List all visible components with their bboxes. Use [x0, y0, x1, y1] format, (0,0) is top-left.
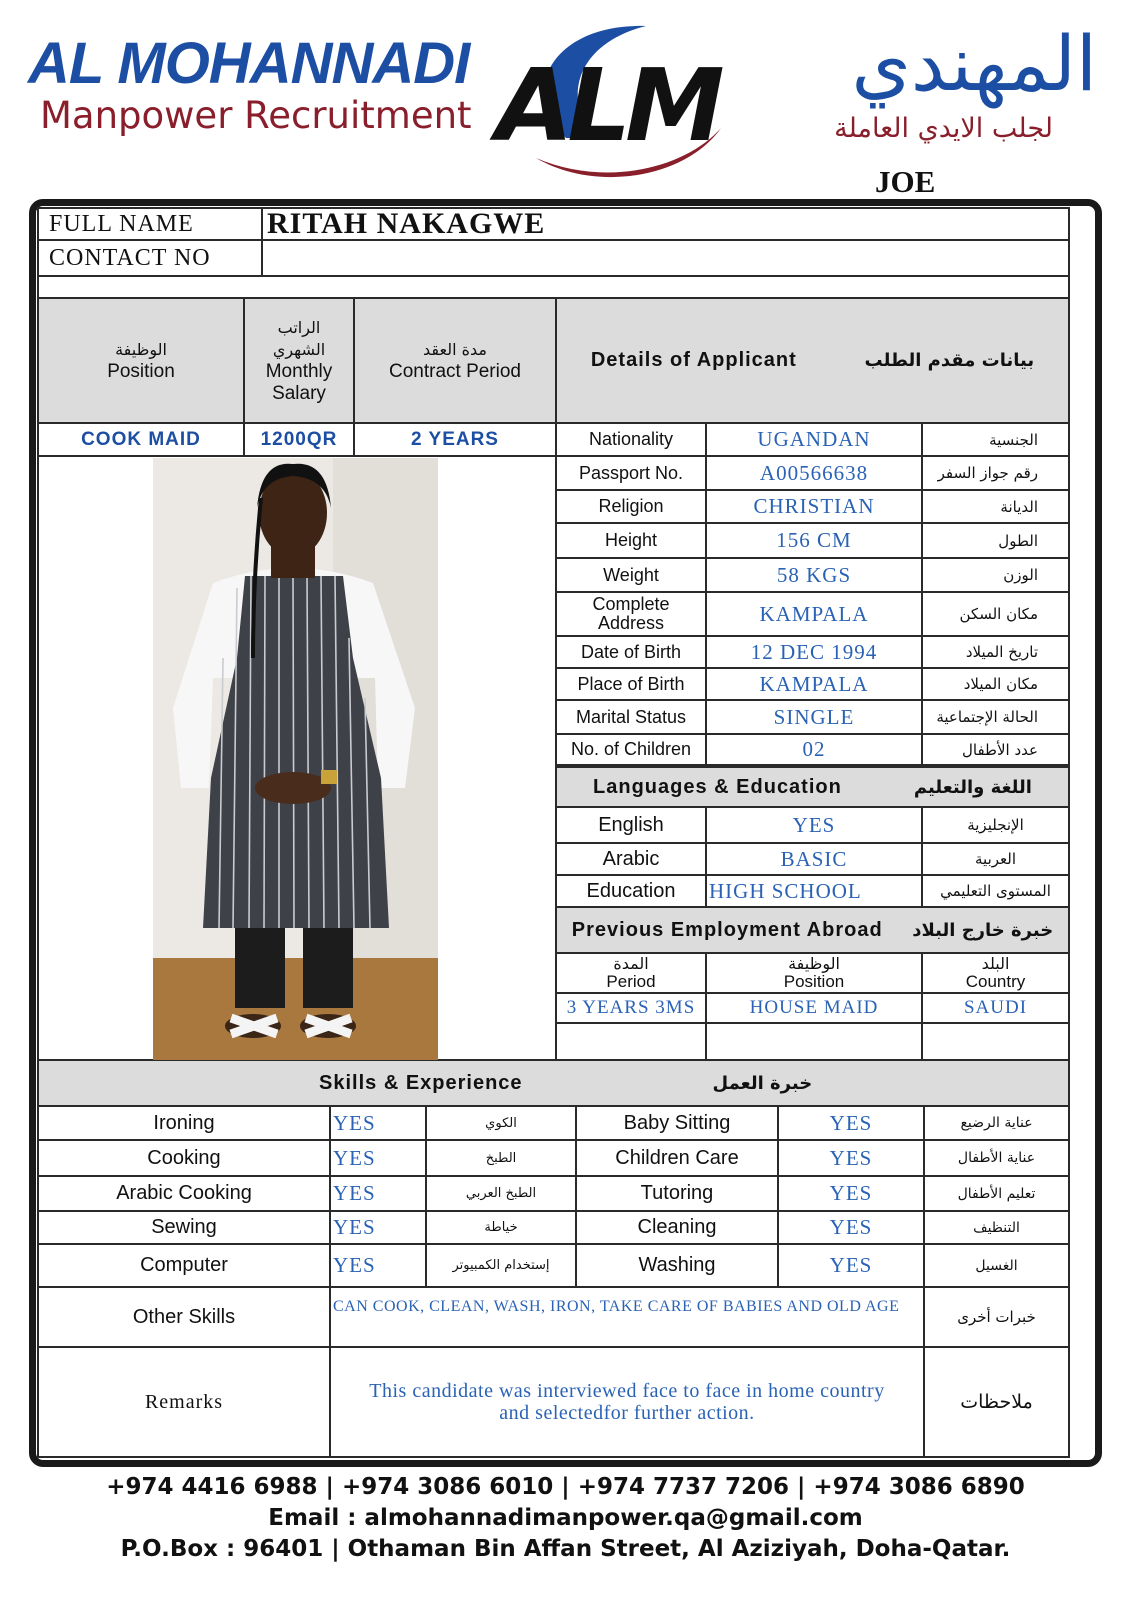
- contract-header-en: Contract Period: [388, 360, 521, 382]
- full-name-label: FULL NAME: [37, 207, 263, 241]
- remarks-value: [329, 1346, 925, 1458]
- detail-label: Place of Birth: [555, 667, 707, 701]
- employment-country-ar: البلد: [981, 954, 1010, 973]
- employment-position-ar: الوظيفة: [788, 954, 840, 973]
- letterhead: [0, 0, 1131, 200]
- details-header-en: Details of Applicant: [590, 349, 797, 371]
- skill-value: YES: [329, 1105, 427, 1141]
- remarks-ar: ملاحظات: [923, 1346, 1070, 1458]
- language-label-ar: العربية: [921, 842, 1070, 876]
- detail-label-ar: الحالة الإجتماعية: [921, 699, 1070, 735]
- skills-title-ar: خبرة العمل: [712, 1072, 813, 1094]
- salary-header-ar1: الراتب: [277, 317, 321, 337]
- skill-label-ar: إستخدام الكمبيوتر: [425, 1243, 577, 1288]
- detail-label-ar: تاريخ الميلاد: [921, 635, 1070, 669]
- skill-label: Arabic Cooking: [37, 1175, 331, 1212]
- contract-header-ar: مدة العقد: [423, 339, 487, 359]
- detail-label-ar: مكان السكن: [921, 591, 1070, 637]
- employment-period-value: 3 YEARS 3MS: [555, 992, 707, 1024]
- skill-label-ar: عناية الرضيع: [923, 1105, 1070, 1141]
- salary-header: [243, 297, 355, 424]
- brand-arabic-subtitle: لجلب الايدي العاملة: [834, 113, 1053, 144]
- other-skills-ar: خبرات أخرى: [923, 1286, 1070, 1348]
- alm-logo: [496, 18, 731, 178]
- detail-label-ar: الجنسية: [921, 422, 1070, 457]
- detail-label: Date of Birth: [555, 635, 707, 669]
- skill-value: YES: [329, 1210, 427, 1245]
- other-skills-label: Other Skills: [37, 1286, 331, 1348]
- language-label-ar: الإنجليزية: [921, 806, 1070, 844]
- employment-country-header: [921, 952, 1070, 994]
- language-label: Arabic: [555, 842, 707, 876]
- skill-value: YES: [777, 1175, 925, 1212]
- employment-period-ar: المدة: [613, 954, 649, 973]
- skill-label: Ironing: [37, 1105, 331, 1141]
- detail-label: Nationality: [555, 422, 707, 457]
- agent-name: JOE: [875, 164, 936, 199]
- full-name-value: RITAH NAKAGWE: [261, 207, 1070, 241]
- skill-label: Baby Sitting: [575, 1105, 779, 1141]
- skill-label: Tutoring: [575, 1175, 779, 1212]
- employment-position-value: HOUSE MAID: [705, 992, 923, 1024]
- skill-value: YES: [777, 1139, 925, 1177]
- language-label: English: [555, 806, 707, 844]
- skill-label: Children Care: [575, 1139, 779, 1177]
- detail-label: No. of Children: [555, 733, 707, 766]
- skill-label: Sewing: [37, 1210, 331, 1245]
- skill-label: Cleaning: [575, 1210, 779, 1245]
- detail-label-ar: رقم جواز السفر: [921, 455, 1070, 491]
- salary-header-en1: Monthly: [265, 360, 333, 382]
- skill-label-ar: تعليم الأطفال: [923, 1175, 1070, 1212]
- brand-english: [28, 31, 472, 138]
- remarks-line-1: This candidate was interviewed face to face in home country: [369, 1380, 885, 1402]
- detail-label: Religion: [555, 489, 707, 524]
- language-value: YES: [705, 806, 923, 844]
- footer-address: P.O.Box : 96401 | Othaman Bin Affan Street, Al Aziziyah, Doha-Qatar.: [120, 1536, 1011, 1562]
- detail-label-ar: الوزن: [921, 557, 1070, 593]
- detail-label-ar: مكان الميلاد: [921, 667, 1070, 701]
- detail-value: KAMPALA: [705, 667, 923, 701]
- skill-label-ar: عناية الأطفال: [923, 1139, 1070, 1177]
- skill-label: Cooking: [37, 1139, 331, 1177]
- language-value: BASIC: [705, 842, 923, 876]
- detail-label-ar: الطول: [921, 522, 1070, 559]
- position-header-ar: الوظيفة: [115, 339, 167, 359]
- skill-value: YES: [777, 1210, 925, 1245]
- skill-label-ar: التنظيف: [923, 1210, 1070, 1245]
- brand-arabic: [834, 16, 1097, 146]
- languages-header: [555, 766, 1070, 808]
- language-value: HIGH SCHOOL: [705, 874, 923, 908]
- detail-value: SINGLE: [705, 699, 923, 735]
- detail-value: 12 DEC 1994: [705, 635, 923, 669]
- language-label-ar: المستوى التعليمي: [921, 874, 1070, 908]
- salary-value: 1200QR: [243, 422, 355, 457]
- skill-value: YES: [329, 1139, 427, 1177]
- languages-title: Languages & Education: [593, 775, 842, 798]
- skill-label-ar: خياطة: [425, 1210, 577, 1245]
- detail-value: 02: [705, 733, 923, 766]
- employment-empty-cell: [705, 1022, 923, 1061]
- employment-position-en: Position: [783, 972, 845, 991]
- skill-value: YES: [329, 1243, 427, 1288]
- skill-label-ar: الطبخ: [425, 1139, 577, 1177]
- brand-name: AL MOHANNADI: [28, 31, 470, 96]
- employment-title-ar: خبرة خارج البلاد: [912, 919, 1054, 941]
- detail-value: KAMPALA: [705, 591, 923, 637]
- skills-header: [37, 1059, 1070, 1107]
- skill-label-ar: الغسيل: [923, 1243, 1070, 1288]
- contact-label: CONTACT NO: [37, 239, 263, 277]
- applicant-photo-illustration: [153, 458, 438, 1060]
- details-header-ar: بيانات مقدم الطلب: [864, 350, 1035, 371]
- skill-value: YES: [329, 1175, 427, 1212]
- employment-empty-cell: [921, 1022, 1070, 1061]
- employment-empty-cell: [555, 1022, 707, 1061]
- contact-value: [261, 239, 1070, 277]
- detail-value: 156 CM: [705, 522, 923, 559]
- remarks-line-2: and selectedfor further action.: [499, 1402, 755, 1424]
- footer-email: Email : almohannadimanpower.qa@gmail.com: [268, 1505, 863, 1531]
- employment-position-header: [705, 952, 923, 994]
- skill-value: YES: [777, 1243, 925, 1288]
- skill-label-ar: الطبخ العربي: [425, 1175, 577, 1212]
- details-header: [555, 297, 1070, 424]
- remarks-label: Remarks: [37, 1346, 331, 1458]
- detail-value: 58 KGS: [705, 557, 923, 593]
- skill-label: Computer: [37, 1243, 331, 1288]
- detail-label: Marital Status: [555, 699, 707, 735]
- contract-value: 2 YEARS: [353, 422, 557, 457]
- other-skills-value: CAN COOK, CLEAN, WASH, IRON, TAKE CARE OF BABIES AND OLD AGE: [329, 1286, 925, 1348]
- detail-label-ar: عدد الأطفال: [921, 733, 1070, 766]
- position-header: [37, 297, 245, 424]
- employment-country-value: SAUDI: [921, 992, 1070, 1024]
- detail-value: CHRISTIAN: [705, 489, 923, 524]
- brand-arabic-name: المهندي: [851, 19, 1097, 108]
- detail-label: Weight: [555, 557, 707, 593]
- employment-period-header: [555, 952, 707, 994]
- position-value: COOK MAID: [37, 422, 245, 457]
- language-label: Education: [555, 874, 707, 908]
- detail-label-ar: الديانة: [921, 489, 1070, 524]
- detail-label: Height: [555, 522, 707, 559]
- skill-value: YES: [777, 1105, 925, 1141]
- spacer-row: [37, 275, 1070, 299]
- footer-contact: [0, 1472, 1131, 1565]
- detail-value: A00566638: [705, 455, 923, 491]
- salary-header-ar2: الشهري: [272, 339, 326, 359]
- detail-label: Complete Address: [555, 591, 707, 637]
- detail-value: UGANDAN: [705, 422, 923, 457]
- footer-phones: +974 4416 6988 | +974 3086 6010 | +974 7737 7206 | +974 3086 6890: [106, 1474, 1025, 1500]
- contract-header: [353, 297, 557, 424]
- logo-text: ALM: [496, 47, 719, 164]
- skills-title: Skills & Experience: [319, 1071, 523, 1094]
- employment-period-en: Period: [606, 972, 656, 991]
- employment-header: [555, 906, 1070, 954]
- position-header-en: Position: [107, 360, 175, 382]
- salary-header-en2: Salary: [272, 382, 326, 404]
- brand-subtitle: Manpower Recruitment: [40, 94, 472, 137]
- detail-label: Passport No.: [555, 455, 707, 491]
- skill-label: Washing: [575, 1243, 779, 1288]
- languages-title-ar: اللغة والتعليم: [913, 776, 1032, 798]
- applicant-photo: [153, 458, 438, 1060]
- employment-country-en: Country: [965, 972, 1026, 991]
- skill-label-ar: الكوي: [425, 1105, 577, 1141]
- employment-title: Previous Employment Abroad: [571, 918, 883, 941]
